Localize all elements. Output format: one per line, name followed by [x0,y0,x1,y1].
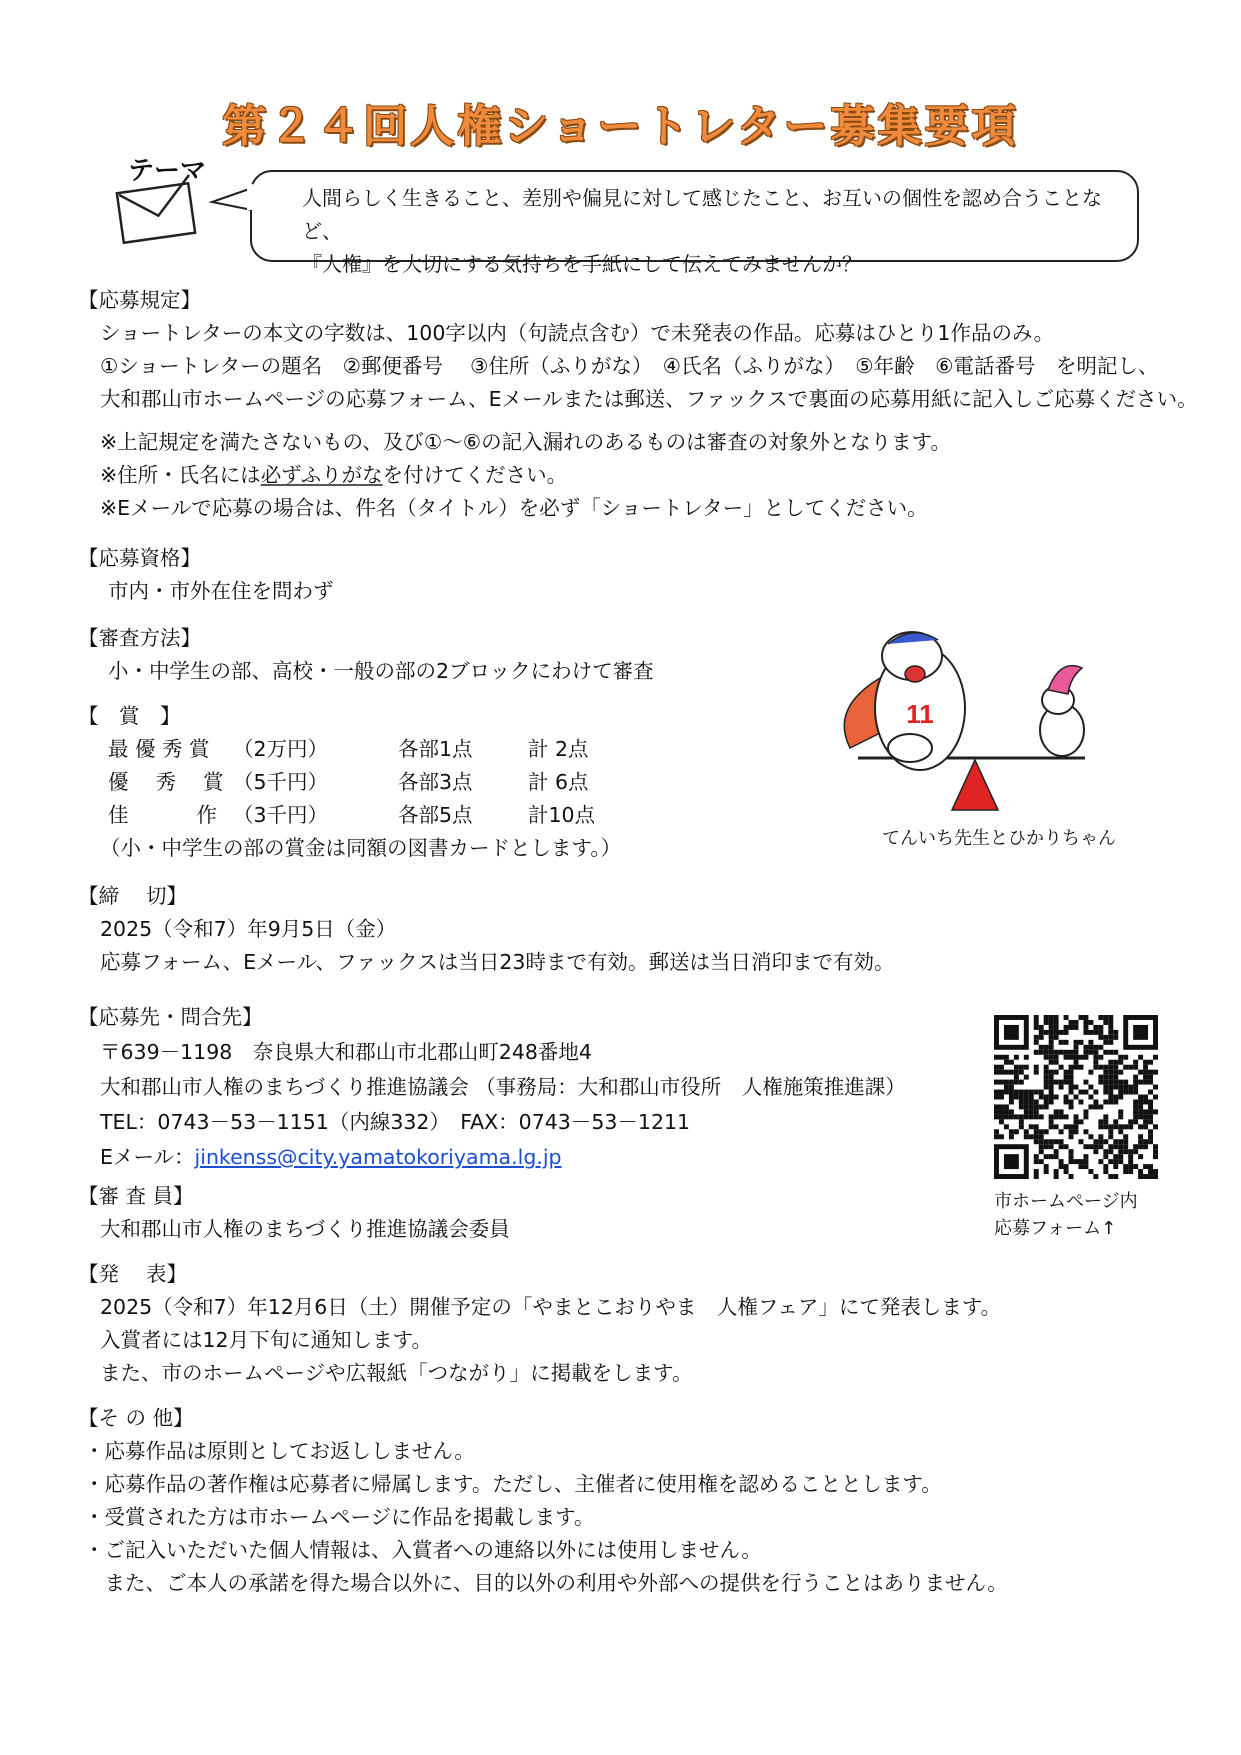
contact-section [78,1000,906,1175]
deadline-detail: 応募フォーム、Eメール、ファックスは当日23時まで有効。郵送は当日消印まで有効。 [100,950,895,974]
mascot-illustration [820,598,1100,820]
other-line: ・受賞された方は市ホームページに作品を掲載します。 [84,1505,595,1529]
announcement-line: 入賞者には12月下旬に通知します。 [100,1328,432,1352]
announcement-line: また、市のホームページや広報紙「つながり」に掲載をします。 [100,1361,693,1385]
prize-row: 優 秀 賞 （5千円） 各部3点 計 6点 [108,770,589,794]
theme-bubble [250,170,1139,276]
qr-caption [994,1188,1138,1242]
theme-line: 『人権』を大切にする気持ちを手紙にして伝えてみませんか？ [302,252,862,276]
prizes-section [78,700,621,865]
contact-org: 大和郡山市人権のまちづくり推進協議会 （事務局：大和郡山市役所 人権施策推進課） [100,1075,906,1099]
rules-note: ※住所・氏名には必ずふりがなを付けてください。 [100,463,568,487]
rules-line: 大和郡山市ホームページの応募フォーム、Eメールまたは郵送、ファックスで裏面の応募用紙に記入しご応募ください。 [100,387,1198,411]
rules-line: ①ショートレターの題名 ②郵便番号 ③住所（ふりがな） ④氏名（ふりがな） ⑤年齢 ⑥電話番号 を明記し、 [100,354,1159,378]
judges-section [78,1180,510,1246]
qr-caption-line: 市ホームページ内 [994,1191,1138,1212]
announcement-heading: 【発 表】 [78,1262,188,1286]
page-title: 第２４回人権ショートレター募集要項 [222,101,1019,152]
rules-note: ※Eメールで応募の場合は、件名（タイトル）を必ず「ショートレター」としてください。 [100,496,928,520]
contact-heading: 【応募先・問合先】 [78,1005,263,1029]
jersey-number: 11 [906,699,934,729]
announcement-section [78,1258,1001,1390]
rules-line: ショートレターの本文の字数は、100字以内（句読点含む）で未発表の作品。応募はひとり1作品のみ。 [100,321,1055,345]
review-method-text: 小・中学生の部、高校・一般の部の2ブロックにわけて審査 [108,659,654,683]
deadline-section [78,880,894,979]
qr-caption-line: 応募フォーム↑ [994,1218,1117,1239]
prize-row: 佳 作 （3千円） 各部5点 計10点 [108,803,596,827]
other-line: また、ご本人の承諾を得た場合以外に、目的以外の利用や外部への提供を行うことはありません。 [84,1571,1008,1595]
other-line: ・ご記入いただいた個人情報は、入賞者への連絡以外には使用しません。 [84,1538,762,1562]
review-method-heading: 【審査方法】 [78,626,201,650]
announcement-line: 2025（令和7）年12月6日（土）開催予定の「やまとこおりやま 人権フェア」にて発表します。 [100,1295,1002,1319]
deadline-date: 2025（令和7）年9月5日（金） [100,917,397,941]
prize-row: 最 優 秀 賞 （2万円） 各部1点 計 2点 [108,737,589,761]
qr-code[interactable] [994,1015,1158,1179]
review-method-section [78,622,654,688]
eligibility-section [78,542,334,608]
rules-section [78,284,1198,525]
deadline-heading: 【締 切】 [78,884,188,908]
illustration-caption: てんいち先生とひかりちゃん [882,828,1116,849]
judges-heading: 【審 査 員】 [78,1184,194,1208]
rules-note: ※上記規定を満たさないもの、及び①～⑥の記入漏れのあるものは審査の対象外となります。 [100,430,951,454]
other-heading: 【そ の 他】 [78,1406,194,1430]
eligibility-heading: 【応募資格】 [78,546,201,570]
prizes-heading: 【 賞 】 [78,704,181,728]
other-line: ・応募作品は原則としてお返ししません。 [84,1439,475,1463]
judges-text: 大和郡山市人権のまちづくり推進協議会委員 [100,1217,510,1241]
other-section [78,1402,1008,1600]
email-label: Eメール： [100,1145,195,1169]
eligibility-text: 市内・市外在住を問わず [108,579,334,603]
contact-address: 〒639－1198 奈良県大和郡山市北郡山町248番地4 [100,1040,592,1064]
other-line: ・応募作品の著作権は応募者に帰属します。ただし、主催者に使用権を認めることとします。 [84,1472,942,1496]
contact-email-row [78,1140,906,1175]
email-link[interactable]: jinkenss@city.yamatokoriyama.lg.jp [194,1145,562,1169]
theme-line: 人間らしく生きること、差別や偏見に対して感じたこと、お互いの個性を認め合うことなど、 [302,186,1102,243]
rules-heading: 【応募規定】 [78,288,201,312]
prizes-note: （小・中学生の部の賞金は同額の図書カードとします。） [100,836,622,860]
theme-label: テーマ [128,156,207,186]
contact-phone: TEL：0743－53－1151（内線332） FAX：0743－53－1211 [100,1110,691,1134]
